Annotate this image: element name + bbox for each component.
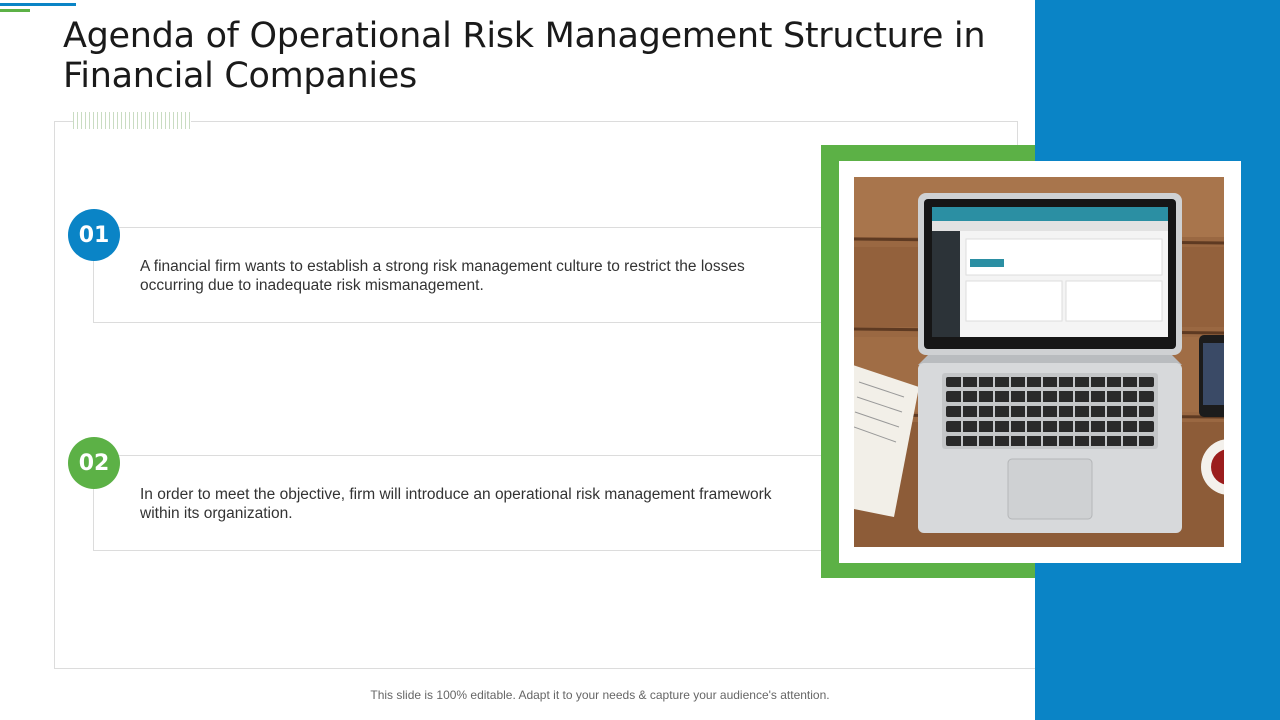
accent-line-green	[0, 9, 30, 12]
agenda-item-1-text: A financial firm wants to establish a strong risk management culture to restrict the losses occurring due to inadequate risk mismanagement.	[140, 258, 745, 294]
slide-title: Agenda of Operational Risk Management Structure in Financial Companies	[63, 16, 986, 96]
footer-note: This slide is 100% editable. Adapt it to your needs & capture your audience's attention.	[370, 688, 830, 702]
hatch-decoration	[73, 112, 191, 129]
laptop-photo-icon	[854, 177, 1224, 547]
agenda-number-badge-1: 01	[68, 209, 120, 261]
accent-line-blue	[0, 3, 76, 6]
agenda-number-badge-2: 02	[68, 437, 120, 489]
agenda-item-2-text: In order to meet the objective, firm will introduce an operational risk management framework within its organization.	[140, 486, 772, 522]
content-frame-right	[1017, 121, 1018, 146]
content-frame-bottom	[54, 668, 1035, 669]
